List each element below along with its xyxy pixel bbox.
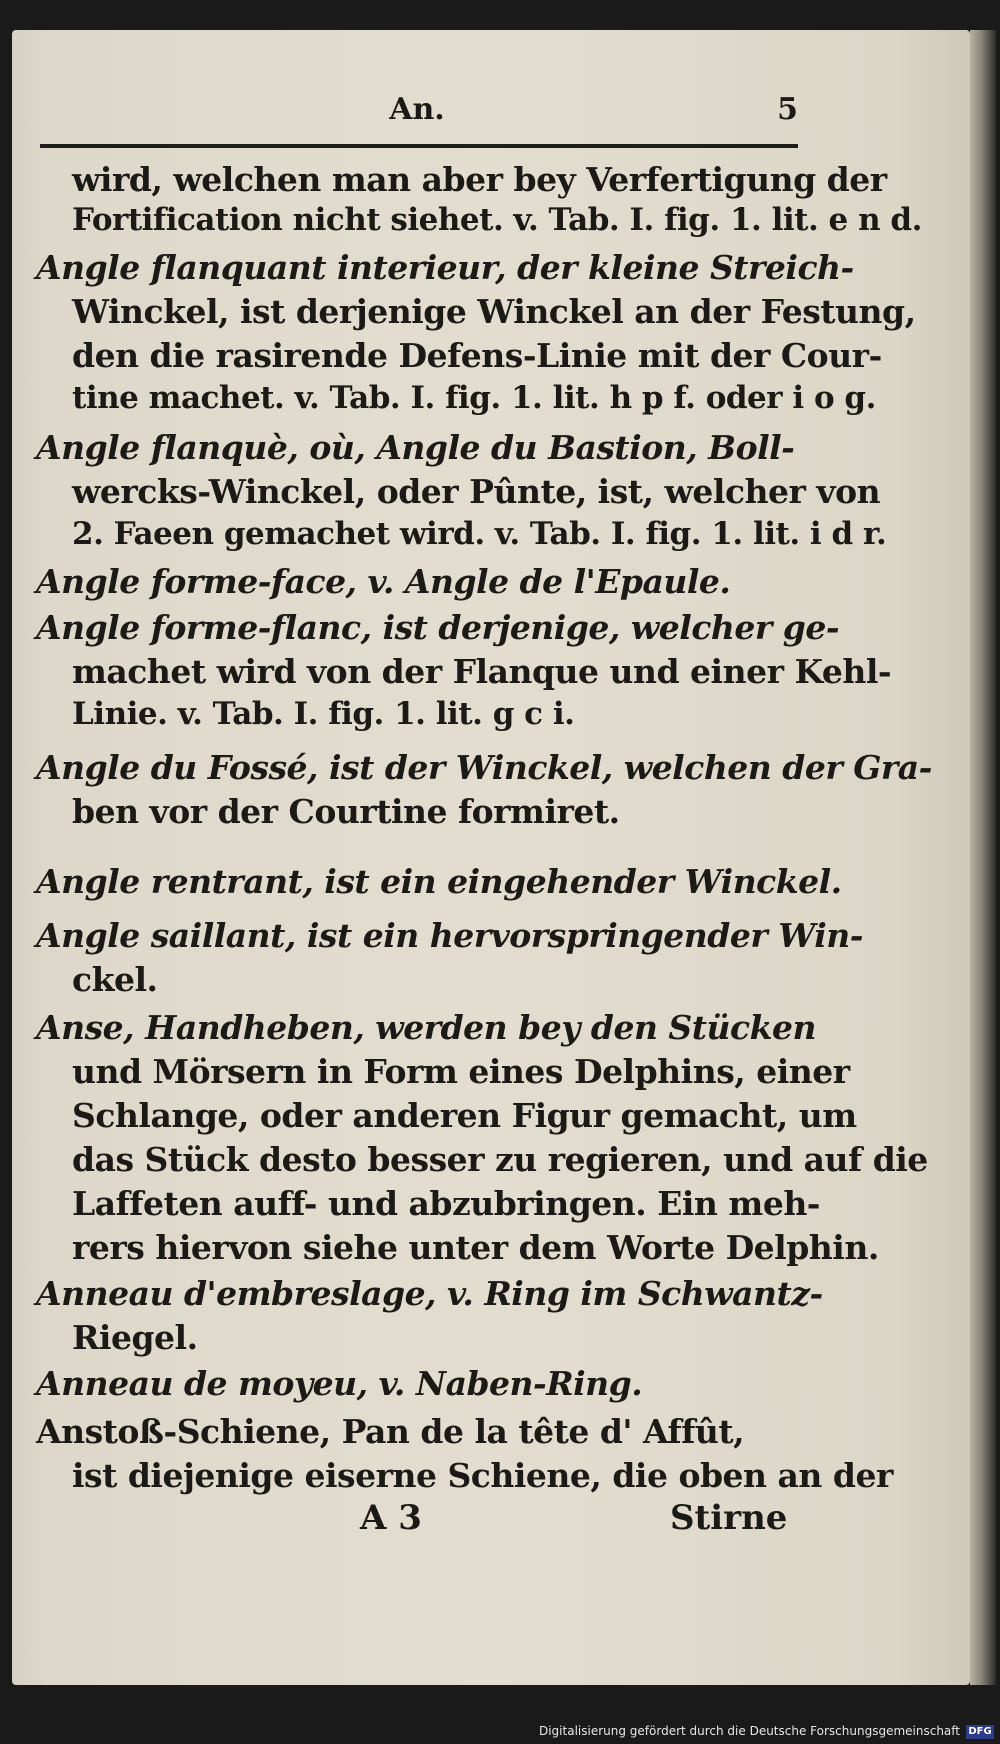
entry-line: Anneau d'embreslage, v. Ring im Schwantz- — [36, 1274, 823, 1313]
text-line: 2. Faeen gemachet wird. v. Tab. I. fig. 1. lit. i d r. — [72, 516, 887, 552]
text-line: und Mörsern in Form eines Delphins, einer — [72, 1052, 850, 1091]
header-rule — [40, 144, 798, 148]
text-line: ist diejenige eiserne Schiene, die oben an der — [72, 1456, 893, 1495]
page-footer — [0, 1498, 1000, 1538]
entry-line: Angle du Fossé, ist der Winckel, welchen der Gra- — [36, 748, 932, 787]
entry-line: Angle forme-flanc, ist derjenige, welcher ge- — [36, 608, 840, 647]
text-line: Laffeten auff- und abzubringen. Ein meh- — [72, 1184, 821, 1223]
entry-line: Anneau de moyeu, v. Naben-Ring. — [36, 1364, 643, 1403]
text-line: ckel. — [72, 960, 158, 999]
page-edge — [970, 30, 996, 1685]
text-line: Winckel, ist derjenige Winckel an der Festung, — [72, 292, 916, 331]
entry-line: Angle flanquant interieur, der kleine Streich- — [36, 248, 854, 287]
entry-line: Angle flanquè, où, Angle du Bastion, Boll- — [36, 428, 795, 467]
text-line: wird, welchen man aber bey Verfertigung der — [72, 160, 887, 199]
text-line: tine machet. v. Tab. I. fig. 1. lit. h p f. oder i o g. — [72, 380, 876, 416]
text-line: ben vor der Courtine formiret. — [72, 792, 620, 831]
signature-mark: A 3 — [360, 1498, 422, 1538]
text-line: Fortification nicht siehet. v. Tab. I. fig. 1. lit. e n d. — [72, 202, 922, 238]
dfg-logo: DFG — [966, 1725, 994, 1739]
catchword: Stirne — [670, 1498, 788, 1538]
entry-line: Angle rentrant, ist ein eingehender Winckel. — [36, 862, 842, 901]
entry-line: Anstoß-Schiene, Pan de la tête d' Affût, — [36, 1412, 745, 1451]
text-line: wercks-Winckel, oder Pûnte, ist, welcher von — [72, 472, 881, 511]
entry-line: Anse, Handheben, werden bey den Stücken — [36, 1008, 816, 1047]
digitization-credit: Digitalisierung gefördert durch die Deutsche Forschungsgemeinschaft — [538, 1724, 960, 1738]
text-line: rers hiervon siehe unter dem Worte Delphin. — [72, 1228, 879, 1267]
text-line: Riegel. — [72, 1318, 198, 1357]
entry-line: Angle forme-face, v. Angle de l'Epaule. — [36, 562, 731, 601]
text-line: den die rasirende Defens-Linie mit der Cour- — [72, 336, 882, 375]
entry-line: Angle saillant, ist ein hervorspringender Win- — [36, 916, 863, 955]
text-line: Schlange, oder anderen Figur gemacht, um — [72, 1096, 857, 1135]
running-head — [36, 92, 798, 132]
text-line: Linie. v. Tab. I. fig. 1. lit. g c i. — [72, 696, 575, 732]
text-line: das Stück desto besser zu regieren, und auf die — [72, 1140, 928, 1179]
page-number: 5 — [777, 92, 798, 127]
text-line: machet wird von der Flanque und einer Kehl- — [72, 652, 892, 691]
running-head-title: An. — [389, 92, 445, 127]
